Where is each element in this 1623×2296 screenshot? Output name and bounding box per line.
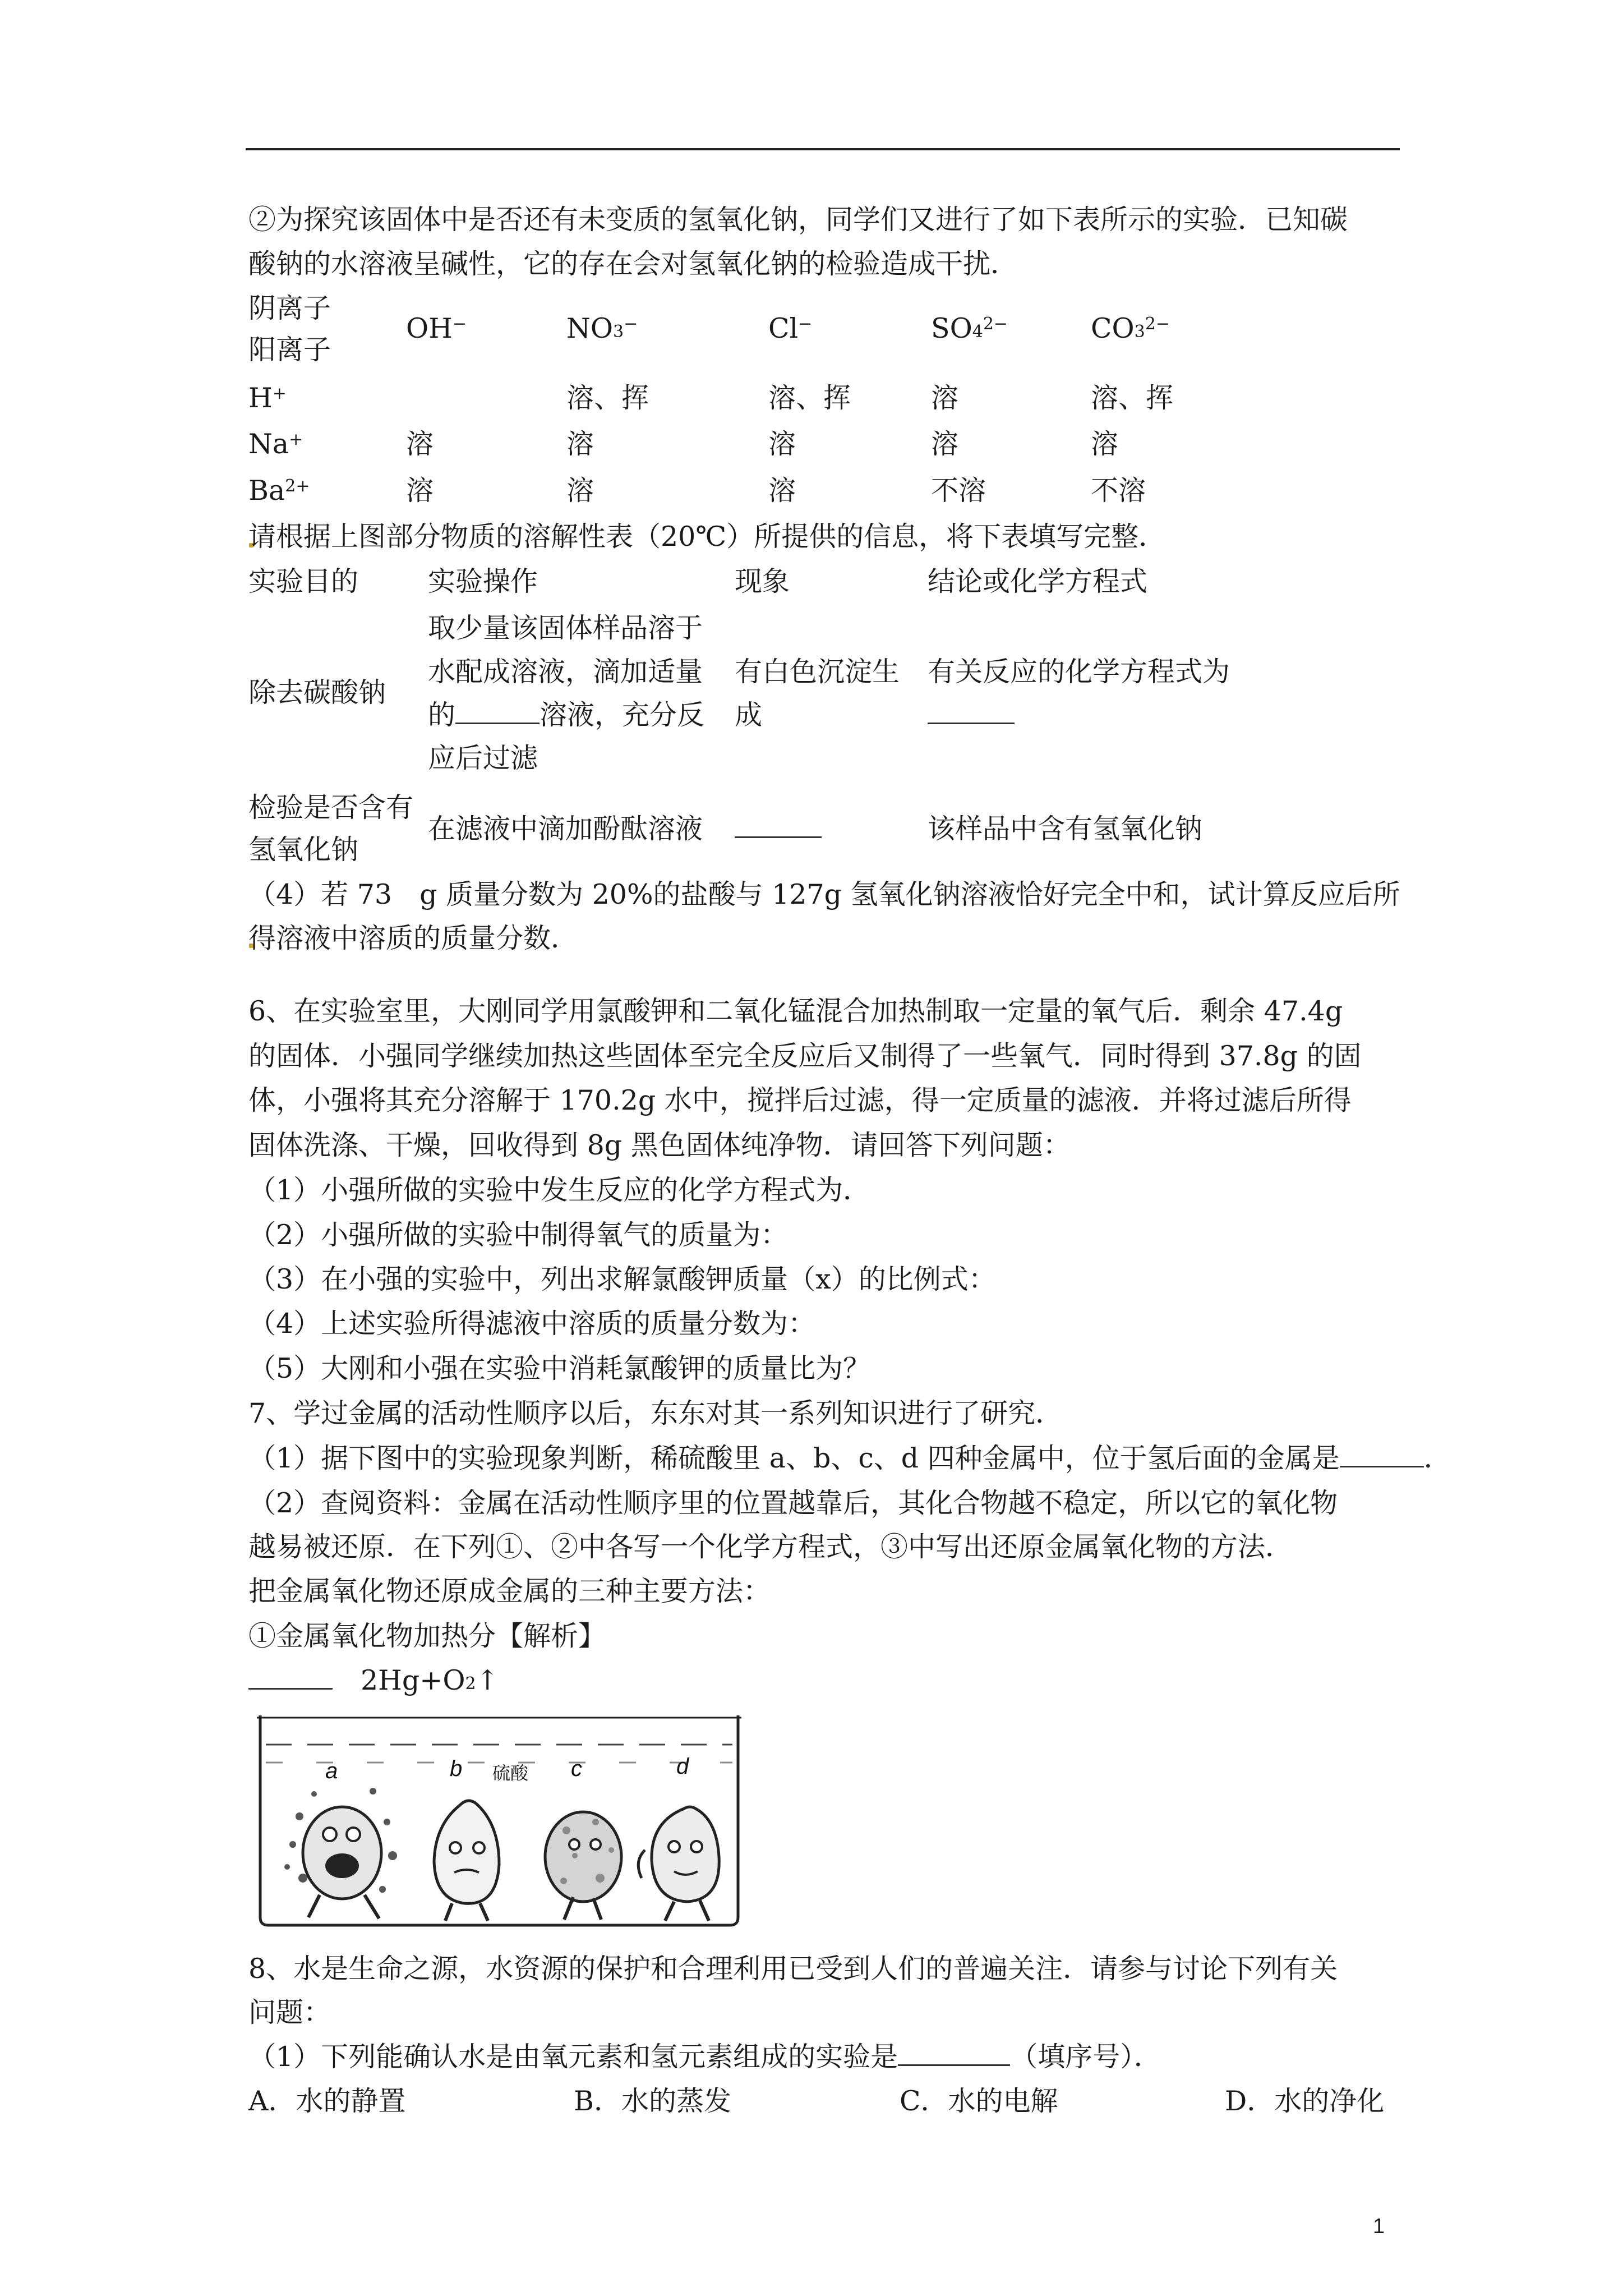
table-cell: 不溶 bbox=[1091, 475, 1146, 507]
label-a: a bbox=[325, 1759, 338, 1783]
table-cell: 在滤液中滴加酚酞溶液 bbox=[428, 813, 703, 845]
table-header: 实验目的 bbox=[248, 565, 359, 597]
table-header: 实验操作 bbox=[428, 565, 538, 597]
answer-blank[interactable] bbox=[928, 700, 1015, 724]
question-7-line: （1）据下图中的实验现象判断，稀硫酸里 a、b、c、d 四种金属中，位于氢后面的金属是 ． bbox=[248, 1442, 1451, 1474]
table-cell: 检验是否含有 bbox=[248, 792, 414, 823]
table-header-anion: 阴离子 bbox=[248, 292, 331, 324]
table-cell: 不溶 bbox=[931, 475, 986, 507]
question-8-line: （1）下列能确认水是由氧元素和氢元素组成的实验是 （填序号）． bbox=[248, 2041, 1161, 2073]
instruction-line: 请根据上图部分物质的溶解性表（20℃）所提供的信息，将下表填写完整． bbox=[248, 521, 1166, 553]
question-7-line: 把金属氧化物还原成金属的三种主要方法： bbox=[248, 1575, 771, 1607]
option-b[interactable]: B．水的蒸发 bbox=[574, 2085, 732, 2117]
table-header: 现象 bbox=[735, 565, 790, 597]
table-cell: 溶 bbox=[566, 475, 594, 507]
table-cell: 溶 bbox=[931, 382, 959, 414]
question-line: （4）若 73 g 质量分数为 20%的盐酸与 127g 氢氧化钠溶液恰好完全中和，试计算反应后所 bbox=[248, 878, 1400, 910]
table-cell: 除去碳酸钠 bbox=[248, 677, 386, 708]
question-7-title: 7、学过金属的活动性顺序以后，东东对其一系列知识进行了研究． bbox=[248, 1397, 1063, 1429]
anion-no3: $NO_3^-$ bbox=[566, 312, 638, 344]
paragraph-line: 酸钠的水溶液呈碱性，它的存在会对氢氧化钠的检验造成干扰． bbox=[248, 248, 1018, 280]
answer-blank[interactable] bbox=[898, 2042, 1010, 2066]
question-6-line: 体，小强将其充分溶解于 170.2g 水中，搅拌后过滤，得一定质量的滤液．并将过滤后所得 bbox=[248, 1084, 1352, 1116]
answer-blank[interactable] bbox=[248, 1665, 333, 1690]
answer-blank[interactable] bbox=[1340, 1443, 1424, 1467]
cation-h: H+ bbox=[248, 382, 287, 414]
acid-label: 硫酸 bbox=[492, 1763, 529, 1784]
table-cell bbox=[928, 693, 1015, 738]
table-cell: 取少量该固体样品溶于 bbox=[428, 612, 703, 644]
question-8-line: 8、水是生命之源，水资源的保护和合理利用已受到人们的普遍关注．请参与讨论下列有关 bbox=[248, 1953, 1338, 1985]
question-6-line: （4）上述实验所得滤液中溶质的质量分数为： bbox=[248, 1308, 816, 1340]
table-cell: 溶 bbox=[406, 475, 434, 507]
metal-a bbox=[284, 1788, 397, 1918]
question-6-line: （5）大刚和小强在实验中消耗氯酸钾的质量比为？ bbox=[248, 1352, 871, 1384]
table-cell: 溶 bbox=[566, 428, 594, 460]
question-6-line: 固体洗涤、干燥，回收得到 8g 黑色固体纯净物．请回答下列问题： bbox=[248, 1129, 1071, 1161]
option-a[interactable]: A．水的静置 bbox=[248, 2085, 406, 2117]
answer-blank[interactable] bbox=[735, 814, 822, 838]
question-6-line: （1）小强所做的实验中发生反应的化学方程式为． bbox=[248, 1174, 871, 1206]
table-header: 结论或化学方程式 bbox=[928, 565, 1148, 597]
anion-co3: $CO_3^{2-}$ bbox=[1091, 312, 1170, 344]
question-6-line: 的固体．小强同学继续加热这些固体至完全反应后又制得了一些氧气．同时得到 37.8g 的固 bbox=[248, 1040, 1362, 1072]
table-cell: 溶 bbox=[1091, 428, 1119, 460]
question-8-line: 问题： bbox=[248, 1996, 331, 2028]
header-rule bbox=[246, 148, 1400, 150]
question-line: 得溶液中溶质的质量分数． bbox=[248, 922, 579, 954]
table-cell: 水配成溶液，滴加适量 bbox=[428, 656, 703, 688]
table-cell: 的 溶液，充分反 bbox=[428, 699, 705, 731]
answer-blank[interactable] bbox=[455, 700, 540, 724]
table-cell: 溶、挥 bbox=[768, 382, 851, 414]
metals-in-acid-figure bbox=[252, 1710, 746, 1930]
label-d: d bbox=[676, 1754, 689, 1779]
question-7-line: 越易被还原．在下列①、②中各写一个化学方程式，③中写出还原金属氧化物的方法． bbox=[248, 1531, 1293, 1563]
metal-c bbox=[545, 1812, 621, 1920]
question-6-line: 6、在实验室里，大刚同学用氯酸钾和二氧化锰混合加热制取一定量的氧气后．剩余 47.4g bbox=[248, 995, 1343, 1027]
table-cell: 成 bbox=[735, 699, 763, 731]
metal-d bbox=[638, 1807, 719, 1921]
table-cell: 有白色沉淀生 bbox=[735, 656, 900, 688]
question-6-line: （3）在小强的实验中，列出求解氯酸钾质量（x）的比例式： bbox=[248, 1263, 996, 1295]
table-cell bbox=[735, 807, 822, 852]
table-cell: 溶、挥 bbox=[566, 382, 649, 414]
page-number: 1 bbox=[1373, 2215, 1385, 2238]
cation-ba: $Ba^{2+}$ bbox=[248, 475, 310, 507]
table-cell: 溶、挥 bbox=[1091, 382, 1174, 414]
table-cell: 该样品中含有氢氧化钠 bbox=[928, 813, 1203, 845]
table-cell: 溶 bbox=[406, 428, 434, 460]
table-cell: 溶 bbox=[931, 428, 959, 460]
table-header-cation: 阳离子 bbox=[248, 334, 331, 366]
question-6-line: （2）小强所做的实验中制得氧气的质量为： bbox=[248, 1219, 789, 1251]
equation-line: $2Hg+O_2↑$ bbox=[248, 1658, 499, 1703]
option-c[interactable]: C．水的电解 bbox=[900, 2085, 1058, 2117]
question-7-line: ①金属氧化物加热分【解析】 bbox=[248, 1620, 606, 1652]
anion-so4: $SO_4^{2-}$ bbox=[931, 312, 1008, 344]
label-b: b bbox=[450, 1756, 463, 1781]
option-d[interactable]: D．水的净化 bbox=[1225, 2085, 1385, 2117]
table-cell: 应后过滤 bbox=[428, 742, 538, 774]
anion-oh: OH− bbox=[406, 312, 467, 344]
label-c: c bbox=[571, 1756, 582, 1781]
table-cell: 氢氧化钠 bbox=[248, 834, 359, 866]
table-cell: 溶 bbox=[768, 475, 796, 507]
question-7-line: （2）查阅资料：金属在活动性顺序里的位置越靠后，其化合物越不稳定，所以它的氧化物 bbox=[248, 1487, 1338, 1519]
cation-na: Na+ bbox=[248, 428, 303, 460]
table-cell: 有关反应的化学方程式为 bbox=[928, 656, 1230, 688]
paragraph-line: ②为探究该固体中是否还有未变质的氢氧化钠，同学们又进行了如下表所示的实验．已知碳 bbox=[248, 204, 1348, 236]
anion-cl: Cl− bbox=[768, 312, 813, 344]
table-cell: 溶 bbox=[768, 428, 796, 460]
metal-b bbox=[434, 1801, 499, 1921]
